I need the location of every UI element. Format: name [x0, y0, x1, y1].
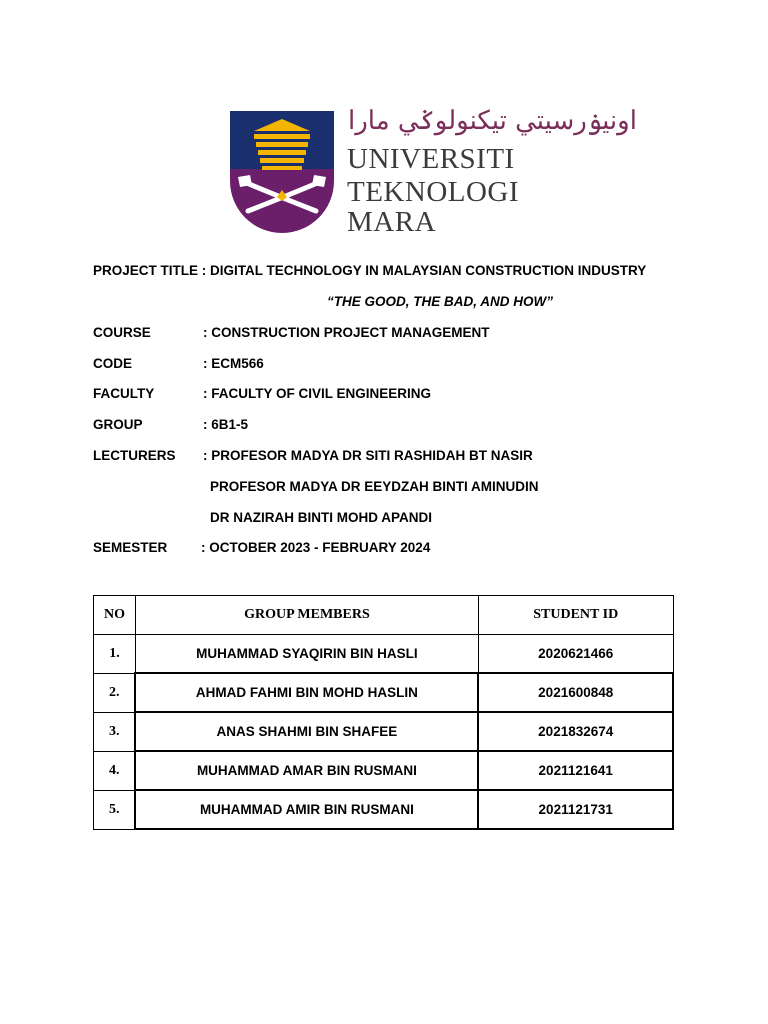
header-student-id: STUDENT ID [478, 596, 673, 635]
uitm-crest-icon [230, 111, 334, 233]
faculty-label: FACULTY [93, 386, 155, 401]
code-value: : ECM566 [203, 356, 264, 371]
member-name: MUHAMMAD AMAR BIN RUSMANI [135, 751, 478, 790]
table-row [94, 673, 674, 712]
logo-word-teknologi: TEKNOLOGI [347, 176, 520, 208]
row-number: 3. [94, 712, 136, 751]
group-value: : 6B1-5 [203, 417, 249, 432]
header-group-members: GROUP MEMBERS [135, 596, 478, 635]
semester-label: SEMESTER [93, 540, 168, 555]
table-row [94, 635, 674, 674]
student-id: 2021121731 [478, 790, 673, 829]
row-number: 4. [94, 751, 136, 790]
project-subtitle: “THE GOOD, THE BAD, AND HOW” [327, 294, 553, 309]
logo-word-universiti: UNIVERSITI [347, 143, 515, 175]
member-name: AHMAD FAHMI BIN MOHD HASLIN [135, 673, 478, 712]
student-id: 2021121641 [478, 751, 673, 790]
table-row [94, 751, 674, 790]
jawi-script-name: اونيۏرسيتي تيكنولوݢي مارا [348, 106, 637, 136]
member-name: MUHAMMAD SYAQIRIN BIN HASLI [135, 635, 478, 674]
course-label: COURSE [93, 325, 151, 340]
project-title: PROJECT TITLE : DIGITAL TECHNOLOGY IN MALAYSIAN CONSTRUCTION INDUSTRY [93, 263, 647, 278]
code-label: CODE [93, 356, 133, 371]
row-number: 2. [94, 673, 136, 712]
semester-value: : OCTOBER 2023 - FEBRUARY 2024 [201, 540, 431, 555]
row-number: 1. [94, 635, 136, 674]
lecturer-name: PROFESOR MADYA DR EEYDZAH BINTI AMINUDIN [210, 479, 539, 494]
lecturer-name: : PROFESOR MADYA DR SITI RASHIDAH BT NASIR [203, 448, 533, 463]
student-id: 2021600848 [478, 673, 673, 712]
course-value: : CONSTRUCTION PROJECT MANAGEMENT [203, 325, 490, 340]
group-members-table [93, 595, 674, 830]
row-number: 5. [94, 790, 136, 829]
faculty-value: : FACULTY OF CIVIL ENGINEERING [203, 386, 432, 401]
member-name: ANAS SHAHMI BIN SHAFEE [135, 712, 478, 751]
table-row [94, 790, 674, 829]
student-id: 2020621466 [478, 635, 673, 674]
university-logo [230, 90, 637, 250]
student-id: 2021832674 [478, 712, 673, 751]
group-label: GROUP [93, 417, 143, 432]
lecturer-name: DR NAZIRAH BINTI MOHD APANDI [210, 510, 432, 525]
lecturers-label: LECTURERS [93, 448, 176, 463]
logo-word-mara: MARA [347, 206, 437, 238]
table-row [94, 712, 674, 751]
header-no: NO [94, 596, 136, 635]
table-header-row [94, 596, 674, 635]
member-name: MUHAMMAD AMIR BIN RUSMANI [135, 790, 478, 829]
